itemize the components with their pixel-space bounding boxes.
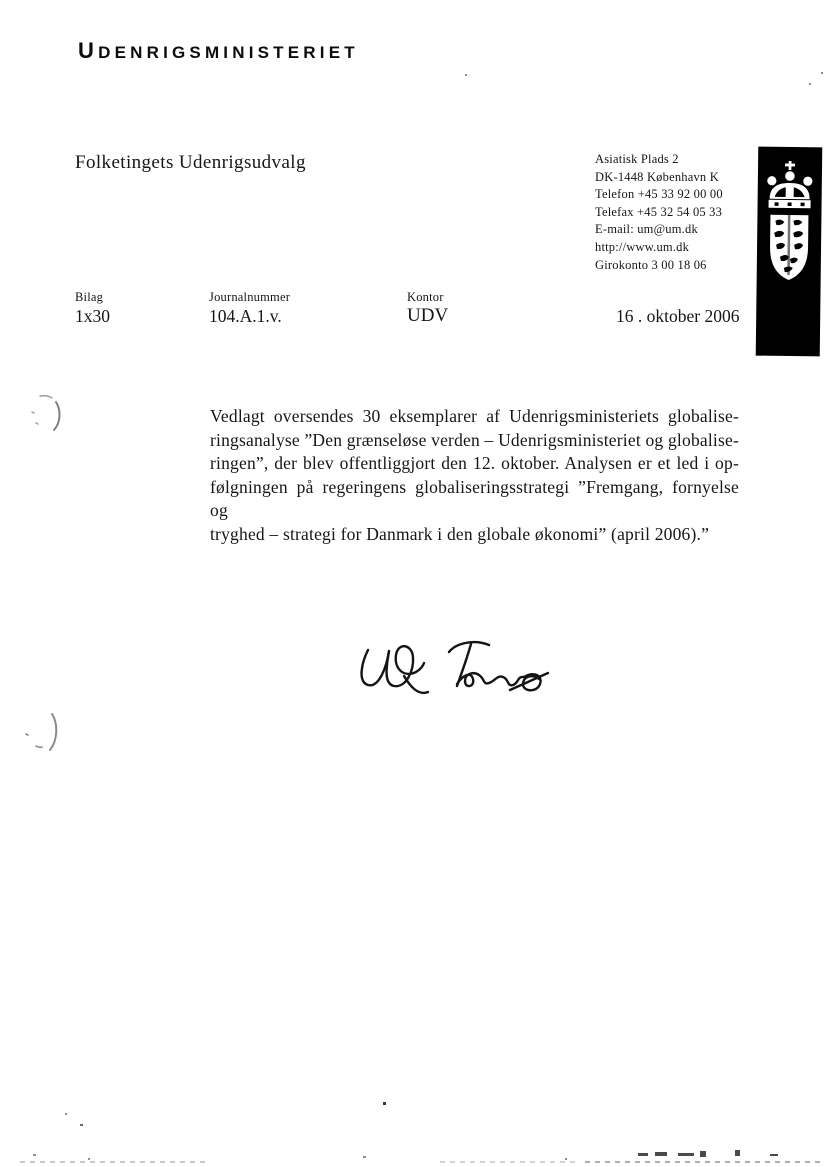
margin-pencil-mark — [22, 708, 66, 760]
sender-contact-block — [595, 151, 755, 274]
journalnummer-label: Journalnummer — [209, 290, 291, 304]
handwritten-signature — [352, 626, 557, 714]
body-line: ringsanalyse ”Den grænseløse verden – Udenrigsministeriet og globalise- — [210, 429, 739, 450]
letter-body — [210, 405, 739, 547]
recipient-name: Folketingets Udenrigsudvalg — [75, 152, 306, 173]
margin-pencil-mark — [28, 390, 68, 440]
danish-royal-coat-of-arms-icon — [756, 147, 823, 357]
contact-fax-line: Telefax +45 32 54 05 33 — [595, 204, 723, 219]
kontor-value: UDV — [407, 305, 449, 326]
bilag-value: 1x30 — [75, 306, 110, 326]
body-line: Vedlagt oversendes 30 eksemplarer af Udenrigsministeriets globalise- — [210, 406, 739, 426]
contact-city-line: DK-1448 København K — [595, 169, 719, 184]
body-line: ringen”, der blev offentliggjort den 12. oktober. Analysen er et led i op- — [210, 453, 739, 474]
body-line: følgningen på regeringens globaliseringsstrategi ”Fremgang, fornyelse og — [210, 476, 739, 521]
contact-address-line: Asiatisk Plads 2 — [595, 152, 679, 166]
contact-giro-line: Girokonto 3 00 18 06 — [595, 257, 707, 272]
scan-edge-noise — [0, 1159, 825, 1163]
contact-website-line: http://www.um.dk — [595, 239, 690, 254]
journalnummer-value: 104.A.1.v. — [209, 306, 282, 326]
bilag-label: Bilag — [75, 290, 104, 304]
contact-phone-line: Telefon +45 33 92 00 00 — [595, 187, 723, 202]
letter-date: 16 . oktober 2006 — [616, 306, 740, 326]
kontor-label: Kontor — [407, 290, 444, 304]
ministry-letterhead-title: UDENRIGSMINISTERIET — [78, 38, 359, 63]
body-line: tryghed – strategi for Danmark i den globale økonomi” (april 2006).” — [210, 523, 710, 544]
contact-email-line: E-mail: um@um.dk — [595, 222, 698, 237]
